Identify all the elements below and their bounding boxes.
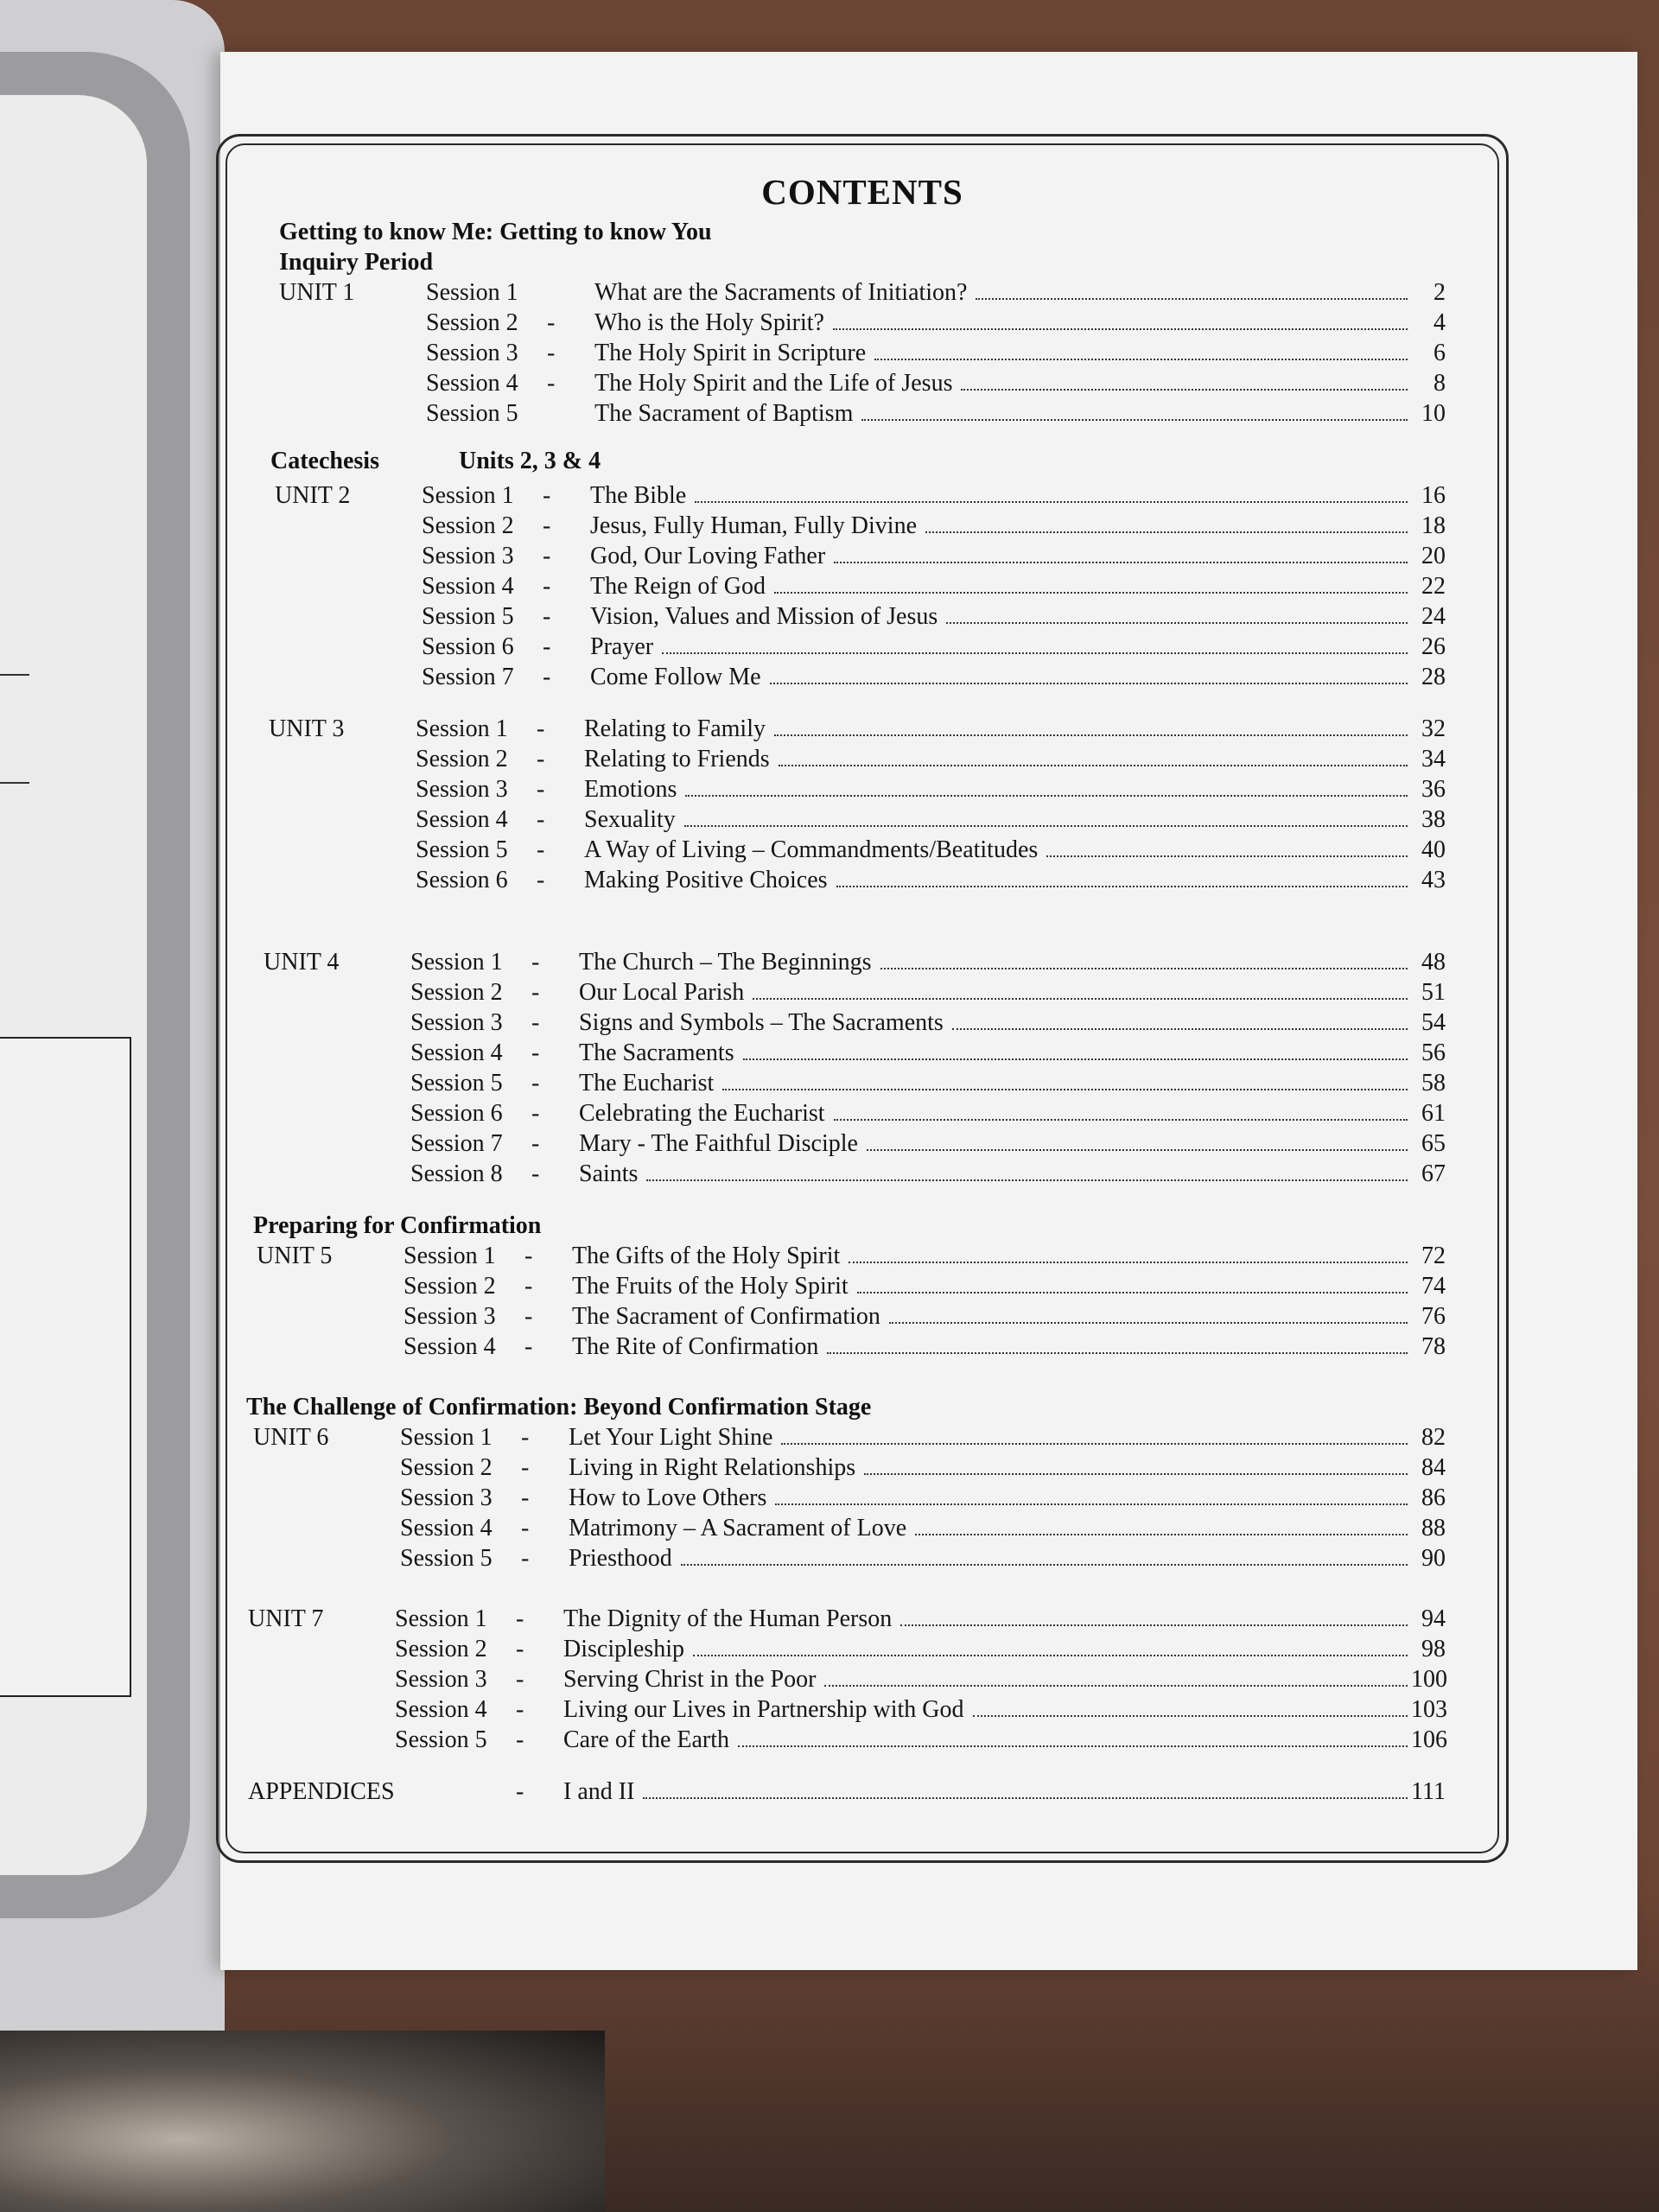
- toc-session-label: Session 4: [404, 1333, 496, 1360]
- toc-unit-label: UNIT 7: [248, 1605, 324, 1632]
- section-subheading: Inquiry Period: [279, 249, 434, 276]
- toc-session-label: Session 6: [410, 1100, 503, 1127]
- toc-dash: -: [516, 1778, 524, 1805]
- toc-page-number: 36: [1421, 776, 1446, 803]
- dot-leader: [861, 419, 1408, 421]
- toc-session-label: Session 2: [416, 746, 508, 772]
- toc-dash: -: [547, 309, 556, 336]
- dot-leader: [643, 1797, 1408, 1799]
- toc-session-label: Session 3: [422, 543, 514, 569]
- toc-entry-title: Making Positive Choices: [584, 867, 828, 893]
- toc-dash: -: [537, 715, 545, 742]
- toc-session-label: Session 5: [410, 1070, 503, 1096]
- toc-page-number: 72: [1421, 1243, 1446, 1269]
- toc-dash: -: [531, 1130, 540, 1157]
- toc-entry-title: Mary - The Faithful Disciple: [579, 1130, 858, 1157]
- dot-leader: [753, 998, 1408, 1000]
- dot-leader: [946, 622, 1408, 624]
- toc-entry: [275, 512, 1446, 540]
- toc-entry: [279, 370, 1446, 397]
- toc-entry: [275, 633, 1446, 661]
- toc-session-label: Session 2: [422, 512, 514, 539]
- toc-page-number: 22: [1421, 573, 1446, 600]
- toc-page-number: 51: [1421, 979, 1446, 1006]
- toc-session-label: Session 4: [410, 1039, 503, 1066]
- section-heading: Getting to know Me: Getting to know You: [279, 219, 712, 245]
- toc-dash: -: [516, 1726, 524, 1753]
- toc-page-number: 56: [1421, 1039, 1446, 1066]
- toc-page-number: 103: [1411, 1696, 1447, 1723]
- toc-dash: -: [537, 867, 545, 893]
- toc-session-label: Session 7: [422, 664, 514, 690]
- toc-entry-title: Relating to Friends: [584, 746, 770, 772]
- toc-page-number: 6: [1433, 340, 1446, 366]
- toc-session-label: Session 1: [422, 482, 514, 509]
- toc-session-label: Session 4: [426, 370, 518, 397]
- toc-session-label: Session 5: [422, 603, 514, 630]
- toc-dash: -: [547, 340, 556, 366]
- toc-entry-title: Jesus, Fully Human, Fully Divine: [590, 512, 918, 539]
- contents-list: [219, 137, 1506, 1860]
- dot-leader: [857, 1292, 1408, 1294]
- toc-unit-label: APPENDICES: [248, 1778, 395, 1805]
- toc-entry: [248, 1696, 1446, 1724]
- dot-leader: [743, 1058, 1408, 1060]
- dot-leader: [834, 1119, 1408, 1121]
- toc-session-label: Session 7: [410, 1130, 503, 1157]
- toc-session-label: Session 2: [410, 979, 503, 1006]
- toc-dash: -: [521, 1515, 530, 1541]
- toc-page-number: 28: [1421, 664, 1446, 690]
- toc-page-number: 34: [1421, 746, 1446, 772]
- toc-entry: [264, 1100, 1446, 1128]
- dot-leader: [738, 1745, 1408, 1747]
- toc-entry-title: The Reign of God: [590, 573, 766, 600]
- toc-dash: -: [531, 1070, 540, 1096]
- dot-leader: [774, 734, 1408, 736]
- toc-entry-title: Living in Right Relationships: [569, 1454, 856, 1481]
- toc-unit-label: UNIT 4: [264, 949, 340, 976]
- dot-leader: [849, 1262, 1408, 1263]
- toc-session-label: Session 4: [416, 806, 508, 833]
- toc-dash: -: [547, 370, 556, 397]
- dot-leader: [722, 1089, 1408, 1090]
- toc-session-label: Session 5: [400, 1545, 493, 1572]
- toc-entry: [264, 1039, 1446, 1067]
- toc-entry: [279, 340, 1446, 367]
- toc-dash: -: [524, 1273, 533, 1300]
- toc-dash: -: [516, 1605, 524, 1632]
- toc-entry-title: Saints: [579, 1160, 639, 1187]
- section-subheading: Units 2, 3 & 4: [459, 448, 601, 474]
- toc-entry-title: Vision, Values and Mission of Jesus: [590, 603, 938, 630]
- toc-session-label: Session 3: [404, 1303, 496, 1330]
- toc-dash: -: [531, 1160, 540, 1187]
- toc-entry-title: Relating to Family: [584, 715, 766, 742]
- dot-leader: [900, 1624, 1408, 1626]
- dot-leader: [824, 1685, 1408, 1687]
- toc-page-number: 94: [1421, 1605, 1446, 1632]
- toc-dash: -: [531, 949, 540, 976]
- toc-entry: [264, 1009, 1446, 1037]
- dot-leader: [685, 795, 1408, 797]
- toc-page-number: 74: [1421, 1273, 1446, 1300]
- toc-entry: [248, 1605, 1446, 1633]
- previous-page-line: [0, 782, 29, 784]
- toc-entry-title: Discipleship: [563, 1636, 684, 1662]
- toc-entry: [269, 715, 1446, 743]
- toc-page-number: 100: [1411, 1666, 1447, 1693]
- toc-entry-title: Emotions: [584, 776, 677, 803]
- section-heading: The Challenge of Confirmation: Beyond Confirmation Stage: [246, 1394, 872, 1421]
- dot-leader: [973, 1715, 1408, 1717]
- toc-entry: [275, 603, 1446, 631]
- previous-page: [0, 0, 225, 2056]
- toc-page-number: 84: [1421, 1454, 1446, 1481]
- toc-entry-title: The Fruits of the Holy Spirit: [572, 1273, 849, 1300]
- toc-dash: -: [521, 1484, 530, 1511]
- toc-entry-title: Celebrating the Eucharist: [579, 1100, 825, 1127]
- toc-session-label: Session 8: [410, 1160, 503, 1187]
- toc-page-number: 90: [1421, 1545, 1446, 1572]
- toc-entry: [269, 836, 1446, 864]
- toc-entry-title: The Sacrament of Confirmation: [572, 1303, 880, 1330]
- toc-dash: -: [537, 746, 545, 772]
- toc-page-number: 16: [1421, 482, 1446, 509]
- dot-leader: [827, 1352, 1408, 1354]
- toc-dash: -: [543, 543, 551, 569]
- toc-page-number: 43: [1421, 867, 1446, 893]
- toc-unit-label: UNIT 6: [253, 1424, 329, 1451]
- toc-entry-title: God, Our Loving Father: [590, 543, 826, 569]
- toc-page-number: 98: [1421, 1636, 1446, 1662]
- section-heading: Preparing for Confirmation: [253, 1212, 542, 1239]
- toc-page-number: 8: [1433, 370, 1446, 397]
- toc-entry-title: The Dignity of the Human Person: [563, 1605, 893, 1632]
- toc-entry-title: Who is the Holy Spirit?: [594, 309, 824, 336]
- toc-entry-title: The Church – The Beginnings: [579, 949, 872, 976]
- toc-session-label: Session 3: [416, 776, 508, 803]
- toc-page-number: 54: [1421, 1009, 1446, 1036]
- toc-entry-title: The Rite of Confirmation: [572, 1333, 819, 1360]
- toc-page-number: 58: [1421, 1070, 1446, 1096]
- toc-page-number: 10: [1421, 400, 1446, 427]
- toc-entry: [275, 482, 1446, 510]
- toc-dash: -: [524, 1333, 533, 1360]
- toc-unit-label: UNIT 2: [275, 482, 351, 509]
- section-heading: Catechesis: [270, 448, 379, 474]
- toc-session-label: Session 1: [400, 1424, 493, 1451]
- toc-entry-title: Living our Lives in Partnership with God: [563, 1696, 964, 1723]
- toc-page-number: 78: [1421, 1333, 1446, 1360]
- toc-entry-title: The Sacraments: [579, 1039, 734, 1066]
- toc-dash: -: [531, 1100, 540, 1127]
- toc-entry: [275, 543, 1446, 570]
- toc-session-label: Session 6: [416, 867, 508, 893]
- toc-session-label: Session 4: [400, 1515, 493, 1541]
- toc-dash: -: [543, 603, 551, 630]
- toc-page-number: 88: [1421, 1515, 1446, 1541]
- toc-entry: [275, 573, 1446, 601]
- dot-leader: [880, 968, 1408, 969]
- toc-session-label: Session 3: [410, 1009, 503, 1036]
- toc-entry: [257, 1273, 1446, 1300]
- dot-leader: [774, 592, 1408, 594]
- page-title: CONTENTS: [761, 172, 963, 212]
- previous-page-box: [0, 1037, 131, 1697]
- toc-dash: -: [521, 1545, 530, 1572]
- toc-session-label: Session 5: [416, 836, 508, 863]
- background-cloth: [0, 2031, 605, 2212]
- toc-entry-title: Priesthood: [569, 1545, 672, 1572]
- toc-page-number: 26: [1421, 633, 1446, 660]
- dot-leader: [1046, 855, 1408, 857]
- toc-dash: -: [537, 806, 545, 833]
- toc-entry: [248, 1778, 1446, 1806]
- toc-dash: -: [524, 1243, 533, 1269]
- toc-entry: [269, 867, 1446, 894]
- dot-leader: [775, 1503, 1408, 1505]
- toc-entry-title: Let Your Light Shine: [569, 1424, 773, 1451]
- dot-leader: [779, 765, 1408, 766]
- toc-session-label: Session 5: [426, 400, 518, 427]
- toc-entry: [257, 1303, 1446, 1331]
- toc-dash: -: [516, 1666, 524, 1693]
- toc-dash: -: [543, 512, 551, 539]
- toc-session-label: Session 1: [416, 715, 508, 742]
- dot-leader: [681, 1564, 1408, 1566]
- toc-session-label: Session 2: [426, 309, 518, 336]
- toc-dash: -: [516, 1636, 524, 1662]
- toc-entry: [253, 1484, 1446, 1512]
- toc-session-label: Session 3: [395, 1666, 487, 1693]
- toc-page-number: 67: [1421, 1160, 1446, 1187]
- toc-entry-title: What are the Sacraments of Initiation?: [594, 279, 968, 306]
- dot-leader: [833, 328, 1408, 330]
- toc-entry: [279, 400, 1446, 428]
- dot-leader: [889, 1322, 1408, 1324]
- toc-dash: -: [521, 1454, 530, 1481]
- toc-page-number: 24: [1421, 603, 1446, 630]
- toc-session-label: Session 2: [395, 1636, 487, 1662]
- dot-leader: [781, 1443, 1408, 1445]
- toc-entry-title: The Holy Spirit and the Life of Jesus: [594, 370, 953, 397]
- previous-page-line: [0, 674, 29, 676]
- toc-entry: [269, 806, 1446, 834]
- toc-entry: [279, 279, 1446, 307]
- dot-leader: [864, 1473, 1408, 1475]
- toc-page-number: 65: [1421, 1130, 1446, 1157]
- toc-page-number: 2: [1433, 279, 1446, 306]
- toc-entry: [253, 1424, 1446, 1452]
- toc-entry-title: The Bible: [590, 482, 687, 509]
- toc-entry: [253, 1454, 1446, 1482]
- toc-entry-title: The Holy Spirit in Scripture: [594, 340, 867, 366]
- toc-dash: -: [543, 633, 551, 660]
- dot-leader: [976, 298, 1408, 300]
- toc-page-number: 40: [1421, 836, 1446, 863]
- dot-leader: [961, 389, 1408, 391]
- toc-session-label: Session 3: [426, 340, 518, 366]
- toc-dash: -: [543, 664, 551, 690]
- toc-dash: -: [531, 979, 540, 1006]
- toc-dash: -: [516, 1696, 524, 1723]
- toc-page-number: 32: [1421, 715, 1446, 742]
- toc-page-number: 106: [1411, 1726, 1447, 1753]
- dot-leader: [836, 886, 1408, 887]
- toc-session-label: Session 2: [400, 1454, 493, 1481]
- toc-entry: [264, 979, 1446, 1007]
- toc-page-number: 38: [1421, 806, 1446, 833]
- toc-page-number: 76: [1421, 1303, 1446, 1330]
- dot-leader: [684, 825, 1408, 827]
- toc-session-label: Session 6: [422, 633, 514, 660]
- toc-entry-title: A Way of Living – Commandments/Beatitudes: [584, 836, 1039, 863]
- toc-entry-title: The Eucharist: [579, 1070, 715, 1096]
- toc-dash: -: [531, 1039, 540, 1066]
- toc-dash: -: [537, 836, 545, 863]
- toc-entry: [253, 1545, 1446, 1573]
- toc-entry: [264, 1160, 1446, 1188]
- toc-session-label: Session 1: [426, 279, 518, 306]
- dot-leader: [867, 1149, 1408, 1151]
- dot-leader: [646, 1179, 1408, 1181]
- toc-entry: [264, 1130, 1446, 1158]
- toc-entry-title: Signs and Symbols – The Sacraments: [579, 1009, 944, 1036]
- toc-entry: [248, 1726, 1446, 1754]
- dot-leader: [952, 1028, 1408, 1030]
- toc-page-number: 111: [1411, 1778, 1446, 1805]
- toc-entry: [248, 1636, 1446, 1663]
- toc-session-label: Session 1: [410, 949, 503, 976]
- toc-page-number: 18: [1421, 512, 1446, 539]
- toc-entry-title: Sexuality: [584, 806, 676, 833]
- toc-unit-label: UNIT 3: [269, 715, 345, 742]
- toc-entry-title: Our Local Parish: [579, 979, 745, 1006]
- toc-entry-title: Matrimony – A Sacrament of Love: [569, 1515, 907, 1541]
- toc-entry: [253, 1515, 1446, 1542]
- toc-entry-title: How to Love Others: [569, 1484, 767, 1511]
- toc-entry: [269, 746, 1446, 773]
- toc-session-label: Session 3: [400, 1484, 493, 1511]
- toc-unit-label: UNIT 1: [279, 279, 355, 306]
- dot-leader: [925, 531, 1408, 533]
- toc-page-number: 82: [1421, 1424, 1446, 1451]
- toc-dash: -: [531, 1009, 540, 1036]
- toc-session-label: Session 4: [395, 1696, 487, 1723]
- toc-session-label: Session 2: [404, 1273, 496, 1300]
- toc-entry-title: Prayer: [590, 633, 654, 660]
- toc-session-label: Session 1: [395, 1605, 487, 1632]
- toc-entry: [275, 664, 1446, 691]
- toc-page-number: 4: [1433, 309, 1446, 336]
- toc-dash: -: [521, 1424, 530, 1451]
- dot-leader: [834, 562, 1408, 563]
- toc-entry-title: Serving Christ in the Poor: [563, 1666, 817, 1693]
- toc-page-number: 20: [1421, 543, 1446, 569]
- toc-entry-title: The Gifts of the Holy Spirit: [572, 1243, 841, 1269]
- toc-entry: [264, 1070, 1446, 1097]
- toc-entry: [257, 1243, 1446, 1270]
- toc-entry-title: Come Follow Me: [590, 664, 761, 690]
- toc-session-label: Session 4: [422, 573, 514, 600]
- toc-entry: [248, 1666, 1446, 1694]
- toc-entry: [264, 949, 1446, 976]
- toc-dash: -: [524, 1303, 533, 1330]
- toc-entry: [257, 1333, 1446, 1361]
- toc-dash: -: [543, 482, 551, 509]
- toc-entry-title: I and II: [563, 1778, 635, 1805]
- toc-dash: -: [537, 776, 545, 803]
- dot-leader: [915, 1534, 1408, 1535]
- toc-entry: [269, 776, 1446, 804]
- toc-unit-label: UNIT 5: [257, 1243, 333, 1269]
- toc-page-number: 48: [1421, 949, 1446, 976]
- toc-session-label: Session 1: [404, 1243, 496, 1269]
- toc-entry: [279, 309, 1446, 337]
- toc-page-number: 86: [1421, 1484, 1446, 1511]
- toc-entry-title: The Sacrament of Baptism: [594, 400, 854, 427]
- contents-frame: [216, 134, 1509, 1863]
- toc-session-label: Session 5: [395, 1726, 487, 1753]
- dot-leader: [770, 683, 1408, 684]
- toc-entry-title: Care of the Earth: [563, 1726, 730, 1753]
- toc-page-number: 61: [1421, 1100, 1446, 1127]
- dot-leader: [662, 652, 1408, 654]
- dot-leader: [695, 501, 1408, 503]
- toc-dash: -: [543, 573, 551, 600]
- dot-leader: [874, 359, 1408, 360]
- dot-leader: [693, 1655, 1408, 1656]
